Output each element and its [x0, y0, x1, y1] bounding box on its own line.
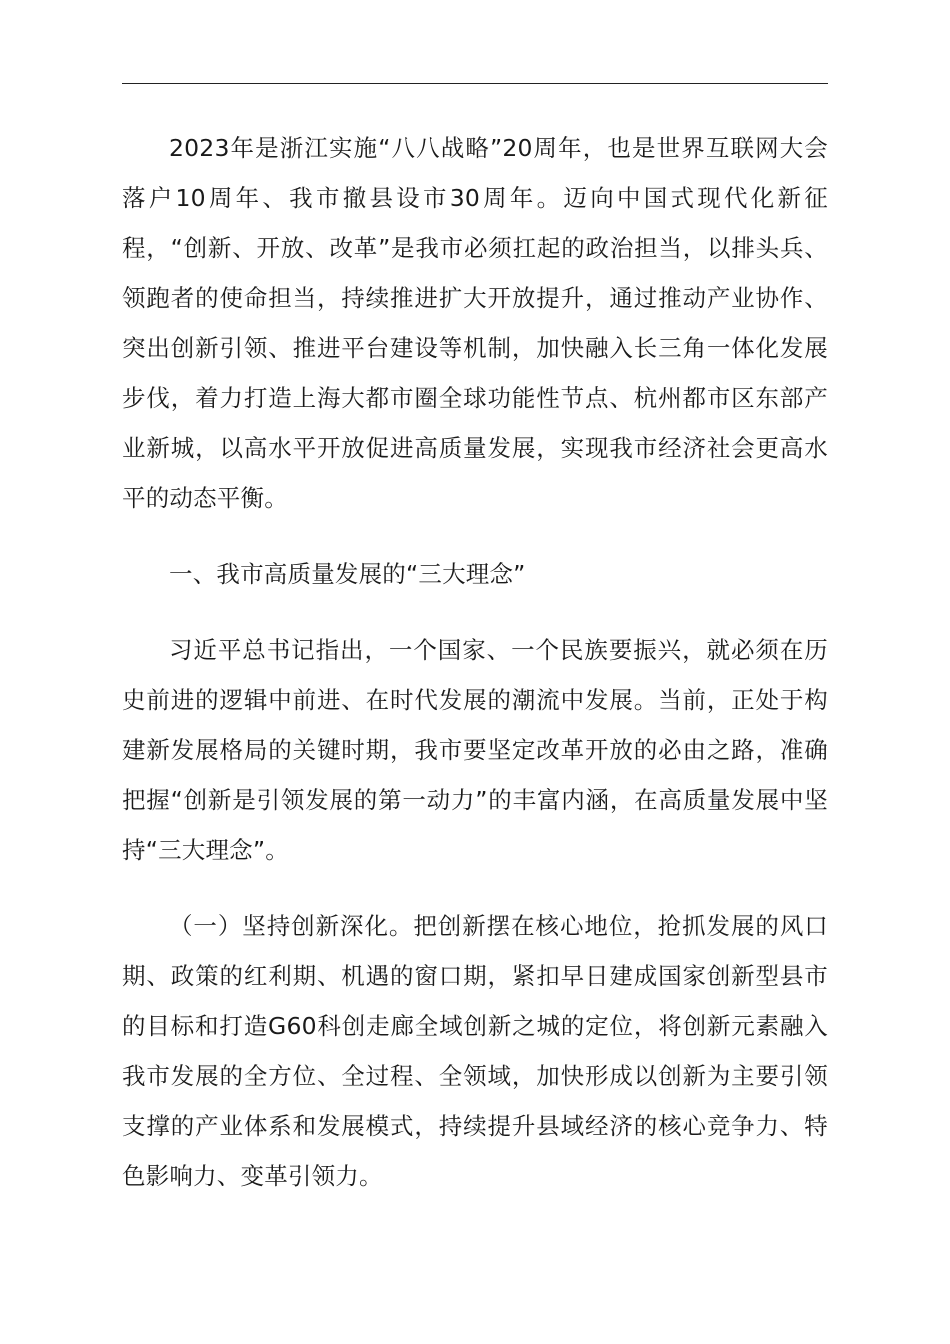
section-heading: 一、我市高质量发展的“三大理念” [169, 560, 526, 588]
paragraph-innovation: （一）坚持创新深化。把创新摆在核心地位，抢抓发展的风口期、政策的红利期、机遇的窗口期，紧扣早日建成国家创新型县市的目标和打造G60科创走廊全域创新之城的定位，将创新元素融入我市发展的全方位、全过程、全领域，加快形成以创新为主要引领支撑的产业体系和发展模式，持续提升县域经济的核心竞争力、特色影响力、变革引领力。 [122, 912, 828, 1190]
document-body [122, 123, 828, 1201]
paragraph-intro: 2023年是浙江实施“八八战略”20周年，也是世界互联网大会落户10周年、我市撤县设市30周年。迈向中国式现代化新征程，“创新、开放、改革”是我市必须扛起的政治担当，以排头兵、领跑者的使命担当，持续推进扩大开放提升，通过推动产业协作、突出创新引领、推进平台建设等机制，加快融入长三角一体化发展步伐，着力打造上海大都市圈全球功能性节点、杭州都市区东部产业新城，以高水平开放促进高质量发展，实现我市经济社会更高水平的动态平衡。 [122, 134, 828, 512]
header-rule [122, 83, 828, 84]
paragraph-section-intro: 习近平总书记指出，一个国家、一个民族要振兴，就必须在历史前进的逻辑中前进、在时代发展的潮流中发展。当前，正处于构建新发展格局的关键时期，我市要坚定改革开放的必由之路，准确把握“创新是引领发展的第一动力”的丰富内涵，在高质量发展中坚持“三大理念”。 [122, 636, 828, 864]
